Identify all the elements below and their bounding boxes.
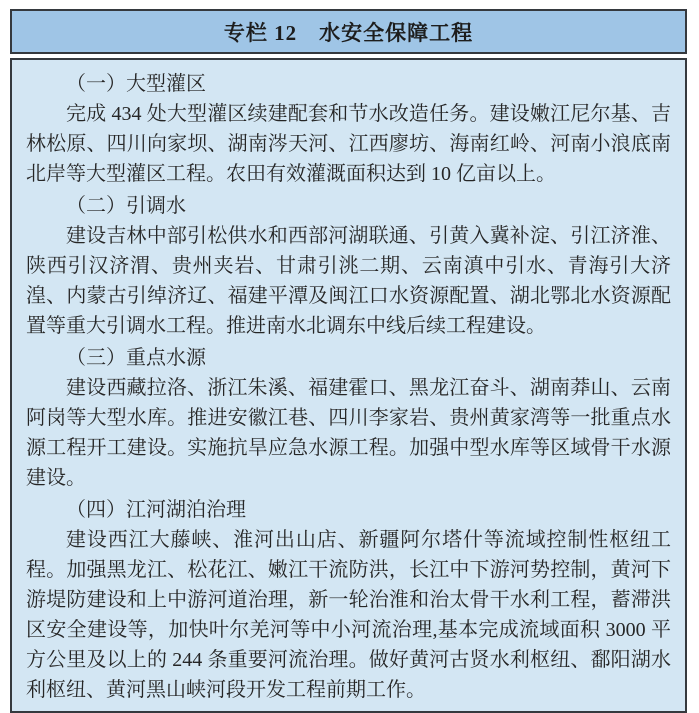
section-paragraph-3: 建设西藏拉洛、浙江朱溪、福建霍口、黑龙江奋斗、湖南莽山、云南阿岗等大型水库。推进安徽江巷、四川李家岩、贵州黄家湾等一批重点水源工程开工建设。实施抗旱应急水源工程。加强中型水库等区域骨干水源建设。: [26, 377, 671, 489]
column-12-panel: [10, 9, 687, 713]
panel-title: 专栏 12 水安全保障工程: [10, 9, 687, 54]
section-paragraph-1: 完成 434 处大型灌区续建配套和节水改造任务。建设嫩江尼尔基、吉林松原、四川向家坝、湖南涔天河、江西廖坊、海南红岭、河南小浪底南北岸等大型灌区工程。农田有效灌溉面积达到 10 亿亩以上。: [26, 103, 671, 185]
panel-body: [10, 58, 687, 713]
section-heading-2: （二）引调水: [66, 195, 186, 217]
section-paragraph-2: 建设吉林中部引松供水和西部河湖联通、引黄入冀补淀、引江济淮、陕西引汉济渭、贵州夹岩、甘肃引洮二期、云南滇中引水、青海引大济湟、内蒙古引绰济辽、福建平潭及闽江口水资源配置、湖北鄂北水资源配置等重大引调水工程。推进南水北调东中线后续工程建设。: [26, 225, 671, 337]
section-heading-3: （三）重点水源: [66, 347, 206, 369]
section-heading-4: （四）江河湖泊治理: [66, 499, 246, 521]
section-paragraph-4: 建设西江大藤峡、淮河出山店、新疆阿尔塔什等流域控制性枢纽工程。加强黑龙江、松花江、嫩江干流防洪，长江中下游河势控制，黄河下游堤防建设和上中游河道治理，新一轮治淮和治太骨干水利工程，蓄滞洪区安全建设等，加快叶尔羌河等中小河流治理,基本完成流域面积 3000 平方公里及以上的 244 条重要河流治理。做好黄河古贤水利枢纽、鄱阳湖水利枢纽、黄河黑山峡河段开发工程前期工作。: [26, 529, 671, 701]
section-heading-1: （一）大型灌区: [66, 73, 206, 95]
